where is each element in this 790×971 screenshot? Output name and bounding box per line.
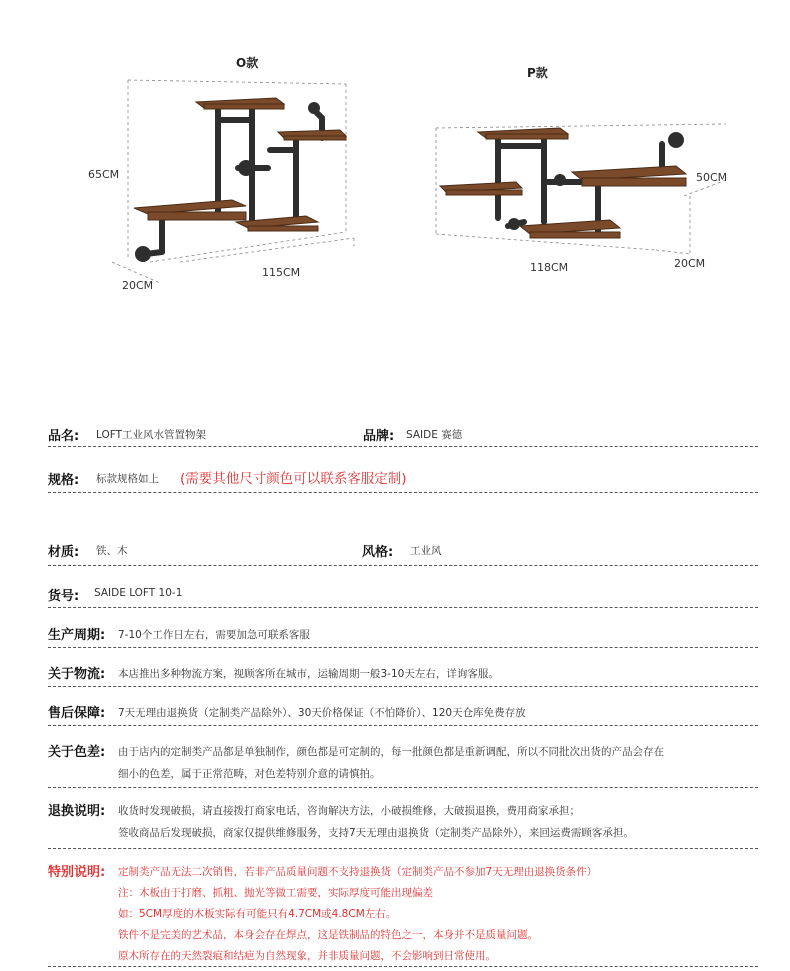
brand-value: SAIDE 赛德 [406,429,463,441]
special-line: 定制类产品无法二次销售，若非产品质量问题不支持退换货（定制类产品不参加7天无理由退换货条件） [118,866,598,878]
material-value: 铁、木 [96,545,128,557]
figure-p-depth: 20CM [674,257,706,270]
item-no-label: 货号: [48,589,80,604]
returns-label: 退换说明: [48,804,106,819]
special-line: 注：木板由于打磨、抓粗、抛光等做工需要，实际厚度可能出现偏差 [118,887,433,899]
style-value: 工业风 [410,545,442,557]
name-label: 品名: [48,429,80,444]
brand-label: 品牌: [363,429,395,444]
divider [48,848,758,849]
figure-o-height: 65CM [88,168,120,181]
size-custom-note: (需要其他尺寸颜色可以联系客服定制) [180,471,407,487]
divider [48,446,758,447]
item-no-value: SAIDE LOFT 10-1 [94,587,183,599]
special-label: 特别说明: [48,865,106,880]
period-label: 生产周期: [48,628,106,643]
returns-line: 收货时发现破损，请直接拨打商家电话，咨询解决方法，小破损维修，大破损退换，费用商家承担； [118,805,580,817]
figure-p-drawing [0,0,790,310]
period-value: 7-10个工作日左右，需要加急可联系客服 [118,629,310,641]
divider [48,647,758,648]
material-label: 材质: [48,545,80,560]
color-diff-label: 关于色差: [48,745,106,760]
divider [48,686,758,687]
divider [48,725,758,726]
color-diff-line: 由于店内的定制类产品都是单独制作，颜色都是可定制的，每一批颜色都是重新调配，所以不同批次出货的产品会存在 [118,746,664,758]
figure-p-height: 50CM [696,171,728,184]
special-line: 铁件不是完美的艺术品，本身会存在焊点，这是铁制品的特色之一，本身并不是质量问题。 [118,929,538,941]
name-value: LOFT工业风水管置物架 [96,429,207,441]
divider [48,607,758,608]
figure-p-width: 118CM [530,261,569,274]
returns-line: 签收商品后发现破损，商家仅提供维修服务，支持7天无理由退换货（定制类产品除外），来回运费需顾客承担。 [118,827,634,839]
size-value: 标款规格如上 [96,473,159,485]
logistics-label: 关于物流: [48,667,106,682]
divider [48,966,758,967]
style-label: 风格: [362,545,394,560]
divider [48,492,758,493]
size-label: 规格: [48,473,80,488]
figure-p-title: P款 [527,66,548,80]
after-sale-label: 售后保障: [48,706,106,721]
figure-o-title: O款 [236,56,259,70]
logistics-value: 本店推出多种物流方案，视顾客所在城市，运输周期一般3-10天左右，详询客服。 [118,668,499,680]
after-sale-value: 7天无理由退换货（定制类产品除外）、30天价格保证（不怕降价）、120天仓库免费存放 [118,707,526,719]
figure-o-depth: 20CM [122,279,154,292]
divider [48,565,758,566]
figure-o-width: 115CM [262,266,301,279]
divider [48,787,758,788]
color-diff-line: 细小的色差，属于正常范畴，对色差特别介意的请慎拍。 [118,768,381,780]
special-line: 原木所存在的天然裂痕和结疤为自然现象，并非质量问题，不会影响到日常使用。 [118,950,496,962]
special-line: 如：5CM厚度的木板实际有可能只有4.7CM或4.8CM左右。 [118,908,397,920]
